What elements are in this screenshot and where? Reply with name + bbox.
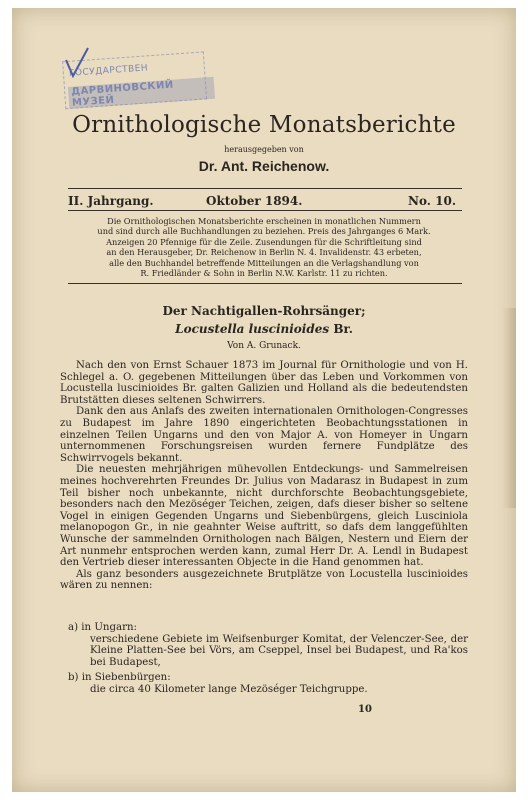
notice-line: an den Herausgeber, Dr. Reichenow in Berlin N. 4. Invalidenstr. 43 erbeten, bbox=[106, 247, 422, 258]
issue-volume: II. Jahrgang. bbox=[68, 194, 154, 208]
notice-line: Anzeigen 20 Pfennige für die Zeile. Zusendungen für die Schriftleitung sind bbox=[106, 236, 422, 247]
article-title: Der Nachtigallen-Rohrsänger; bbox=[162, 304, 366, 318]
article-byline: Von A. Grunack. bbox=[227, 341, 301, 351]
notice-line: alle den Buchhandel betreffende Mitteilungen an die Verlagshandlung von bbox=[109, 257, 419, 268]
article-species bbox=[12, 322, 516, 336]
journal-editor: Dr. Ant. Reichenow. bbox=[198, 158, 330, 174]
page-number: 10 bbox=[358, 704, 372, 715]
notice-line: R. Friedländer & Sohn in Berlin N.W. Karlstr. 11 zu richten. bbox=[140, 268, 388, 279]
list-text: verschiedene Gebiete im Weifsenburger Komitat, der Velenczer-See, der Kleine Platten-See bei Vörs, am Cseppel, Insel bei Budapest, und Ra'kos bei Budapest, bbox=[90, 633, 468, 668]
list-item-a bbox=[68, 622, 468, 668]
species-name: Locustella luscinioides bbox=[175, 322, 330, 336]
stamp-line-1: ГОСУДАРСТВЕН bbox=[68, 63, 149, 79]
list-item-b bbox=[68, 672, 468, 695]
notice-line: Die Ornithologischen Monatsberichte erscheinen in monatlichen Nummern bbox=[107, 216, 421, 226]
document-page bbox=[12, 8, 516, 792]
top-rule bbox=[68, 188, 462, 189]
library-stamp bbox=[62, 51, 216, 121]
issue-rule bbox=[68, 210, 462, 211]
notice-rule bbox=[68, 283, 462, 284]
issue-date: Oktober 1894. bbox=[206, 194, 303, 208]
article-body bbox=[60, 360, 468, 592]
list-text: die circa 40 Kilometer lange Mezöséger Teichgruppe. bbox=[90, 683, 368, 695]
species-author: Br. bbox=[333, 322, 353, 336]
stamp-line-2: ДАРВИНОВСКИЙ МУЗЕЙ bbox=[68, 77, 215, 109]
paragraph: Nach den von Ernst Schauer 1873 im Journal für Ornithologie und von H. Schlegel a. O. gegebenen Mitteilungen über das Leben und Vorkommen von Locustella luscinioides Br. galten Galizien und Holland als die bedeutendsten Brutstätten dieses seltenen Schwirrers. bbox=[60, 360, 468, 406]
list-label: b) in Siebenbürgen: bbox=[68, 672, 171, 683]
issue-number: No. 10. bbox=[408, 194, 456, 208]
notice-line: und sind durch alle Buchhandlungen zu beziehen. Preis des Jahrganges 6 Mark. bbox=[97, 226, 431, 237]
journal-title: Ornithologische Monatsberichte bbox=[72, 112, 456, 138]
list-label: a) in Ungarn: bbox=[68, 622, 137, 633]
paragraph: Dank den aus Anlafs des zweiten internationalen Ornithologen-Congresses zu Budapest im Jahre 1890 eingerichteten Beobachtungsstationen in einzelnen Teilen Ungarns und den von Major A. von Homeyer in Ungarn unternommenen Forschungsreisen wurden fernere Fundplätze des Schwirrvogels bekannt. bbox=[60, 406, 468, 464]
publication-notice bbox=[64, 216, 464, 278]
paragraph: Die neuesten mehrjährigen mühevollen Entdeckungs- und Sammelreisen meines hochverehrten Freundes Dr. Julius von Madarasz in Budapest in zum Teil bisher noch unbekannte, nicht durchforschte Beobachtungsgebiete, besonders nach den Mezöséger Teichen, zeigen, dafs dieser bisher so seltene Vogel in einigen Gegenden Ungarns und Siebenbürgens, gleich Lusciniola melanopogon Gr., in nie geahnter Weise auftritt, so dafs dem langgefühlten Wunsche der sammelnden Ornithologen nach Bälgen, Nestern und Eiern der Art nunmehr entsprochen werden kann, zumal Herr Dr. A. Lendl in Budapest den Vertrieb dieser interessanten Objecte in die Hand genommen hat. bbox=[60, 464, 468, 569]
journal-subtitle: herausgegeben von bbox=[224, 145, 304, 154]
page-edge-shadow bbox=[502, 308, 516, 508]
paragraph: Als ganz besonders ausgezeichnete Brutplätze von Locustella luscinioides wären zu nennen: bbox=[60, 568, 468, 592]
